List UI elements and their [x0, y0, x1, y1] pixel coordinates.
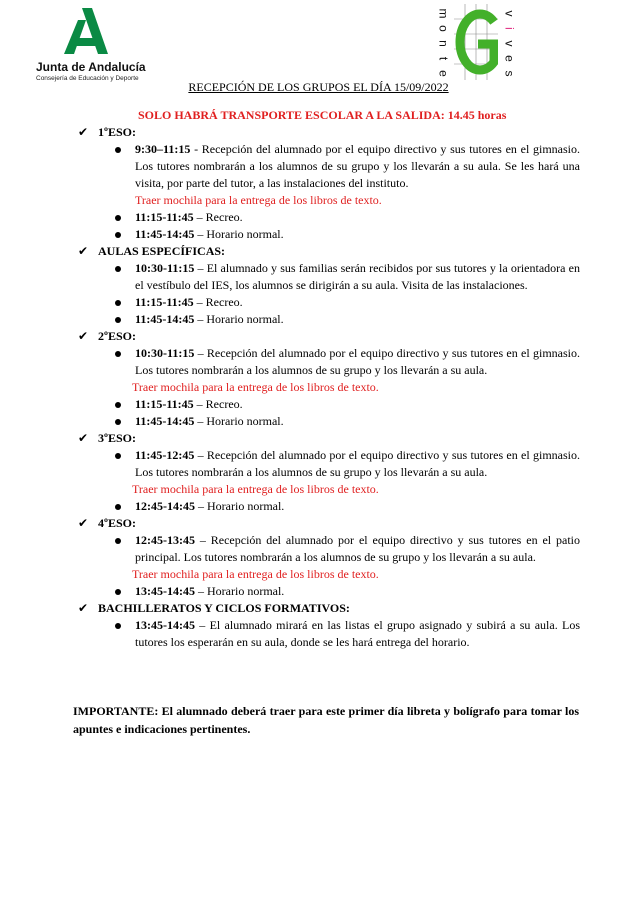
section-title: AULAS ESPECÍFICAS: — [98, 244, 226, 258]
section-heading — [78, 124, 580, 141]
list-item — [78, 141, 580, 192]
list-item — [78, 311, 580, 328]
textbook-note: Traer mochila para la entrega de los libros de texto. — [135, 193, 382, 207]
bullet-icon — [115, 402, 121, 408]
list-item — [78, 294, 580, 311]
page-title: RECEPCIÓN DE LOS GRUPOS EL DÍA 15/09/2022 — [188, 80, 449, 94]
bullet-icon — [115, 351, 121, 357]
section-heading — [78, 515, 580, 532]
schedule-list — [78, 260, 580, 328]
schedule-list — [78, 532, 580, 600]
item-description: – Horario normal. — [195, 584, 285, 598]
schedule-list — [78, 345, 580, 430]
item-description: – Recepción del alumnado por el equipo directivo y sus tutores en el patio principal. Los tutores nombrarán a los alumnos de su grupo y los llevarán a su aula. — [135, 533, 580, 564]
textbook-note: Traer mochila para la entrega de los libros de texto. — [132, 482, 379, 496]
list-item — [78, 583, 580, 600]
time-range: 10:30-11:15 — [135, 346, 195, 360]
schedule-list — [78, 617, 580, 651]
list-item — [78, 498, 580, 515]
time-range: 11:45-14:45 — [135, 414, 195, 428]
item-description: – Horario normal. — [194, 312, 284, 326]
checkmark-icon: ✔ — [78, 125, 89, 139]
list-item — [78, 226, 580, 243]
bullet-icon — [115, 266, 121, 272]
schedule-content — [78, 124, 580, 651]
schedule-list — [78, 141, 580, 243]
bullet-icon — [115, 589, 121, 595]
bullet-icon — [115, 538, 121, 544]
list-item — [78, 413, 580, 430]
section-heading — [78, 328, 580, 345]
section-title: 1ºESO: — [98, 125, 136, 139]
textbook-note: Traer mochila para la entrega de los libros de texto. — [132, 380, 379, 394]
section-title: BACHILLERATOS Y CICLOS FORMATIVOS: — [98, 601, 350, 615]
list-item — [78, 447, 580, 481]
time-range: 13:45-14:45 — [135, 584, 195, 598]
section-heading — [78, 600, 580, 617]
checkmark-icon: ✔ — [78, 244, 89, 258]
time-range: 11:15-11:45 — [135, 397, 194, 411]
logo-word-monte: m o n t e — [436, 8, 451, 77]
time-range: 11:45-14:45 — [135, 227, 195, 241]
list-item — [78, 396, 580, 413]
textbook-note: Traer mochila para la entrega de los libros de texto. — [132, 567, 379, 581]
section-heading — [78, 430, 580, 447]
item-description: – El alumnado mirará en las listas el grupo asignado y subirá a su aula. Los tutores los esperarán en su aula, donde se les hará entrega del horario. — [135, 618, 580, 649]
logo-word-vives: v i v e s — [502, 10, 517, 77]
checkmark-icon: ✔ — [78, 329, 89, 343]
bullet-icon — [115, 147, 121, 153]
item-description: – Recreo. — [193, 210, 243, 224]
monte-vives-logo — [432, 4, 520, 80]
list-item — [78, 617, 580, 651]
bullet-icon — [115, 300, 121, 306]
checkmark-icon: ✔ — [78, 431, 89, 445]
time-range: 11:45-12:45 — [135, 448, 195, 462]
monte-vives-g-icon — [454, 4, 498, 80]
bullet-icon — [115, 504, 121, 510]
section-title: 3ºESO: — [98, 431, 136, 445]
logo-name: Junta de Andalucía — [36, 60, 146, 74]
item-description: – Recepción del alumnado por el equipo directivo y sus tutores en el gimnasio. Los tutores nombrarán a los alumnos de su grupo y los llevarán a su aula. — [135, 346, 580, 377]
time-range: 11:15-11:45 — [135, 210, 194, 224]
logo-department: Consejería de Educación y Deporte — [36, 75, 139, 82]
bullet-icon — [115, 232, 121, 238]
item-description: – Recepción del alumnado por el equipo directivo y sus tutores en el gimnasio. Los tutores nombrarán a los alumnos de su grupo y los llevarán a su aula. — [135, 448, 580, 479]
item-description: - Recepción del alumnado por el equipo directivo y sus tutores en el gimnasio. Los tutores nombrarán a los alumnos de su grupo y los llevarán a su aula. Se les hará una visita, por parte del tutor, a las instalaciones del instituto. — [135, 142, 580, 190]
section-title: 4ºESO: — [98, 516, 136, 530]
junta-andalucia-emblem-icon — [64, 8, 108, 54]
transport-notice: SOLO HABRÁ TRANSPORTE ESCOLAR A LA SALIDA: 14.45 horas — [138, 108, 507, 122]
bullet-icon — [115, 453, 121, 459]
item-description: – Horario normal. — [195, 499, 285, 513]
section-title: 2ºESO: — [98, 329, 136, 343]
list-item — [78, 209, 580, 226]
bullet-icon — [115, 419, 121, 425]
section-heading — [78, 243, 580, 260]
item-description: – Horario normal. — [194, 227, 284, 241]
list-item — [78, 260, 580, 294]
important-note: IMPORTANTE: El alumnado deberá traer para este primer día libreta y bolígrafo para tomar los apuntes e indicaciones pertinentes. — [73, 704, 579, 736]
time-range: 9:30–11:15 — [135, 142, 191, 156]
time-range: 12:45-14:45 — [135, 499, 195, 513]
bullet-icon — [115, 317, 121, 323]
item-description: – El alumnado y sus familias serán recibidos por sus tutores y la orientadora en el vestíbulo del IES, los alumnos se dirigirán a su aula. Visita de las instalaciones. — [135, 261, 580, 292]
checkmark-icon: ✔ — [78, 601, 89, 615]
time-range: 11:45-14:45 — [135, 312, 195, 326]
time-range: 12:45-13:45 — [135, 533, 195, 547]
bullet-icon — [115, 215, 121, 221]
junta-andalucia-logo — [32, 8, 152, 80]
item-description: – Recreo. — [193, 397, 243, 411]
time-range: 11:15-11:45 — [135, 295, 194, 309]
bullet-icon — [115, 623, 121, 629]
schedule-list — [78, 447, 580, 515]
list-item — [78, 345, 580, 379]
item-description: – Recreo. — [193, 295, 243, 309]
item-description: – Horario normal. — [194, 414, 284, 428]
time-range: 13:45-14:45 — [135, 618, 195, 632]
checkmark-icon: ✔ — [78, 516, 89, 530]
time-range: 10:30-11:15 — [135, 261, 195, 275]
list-item — [78, 532, 580, 566]
